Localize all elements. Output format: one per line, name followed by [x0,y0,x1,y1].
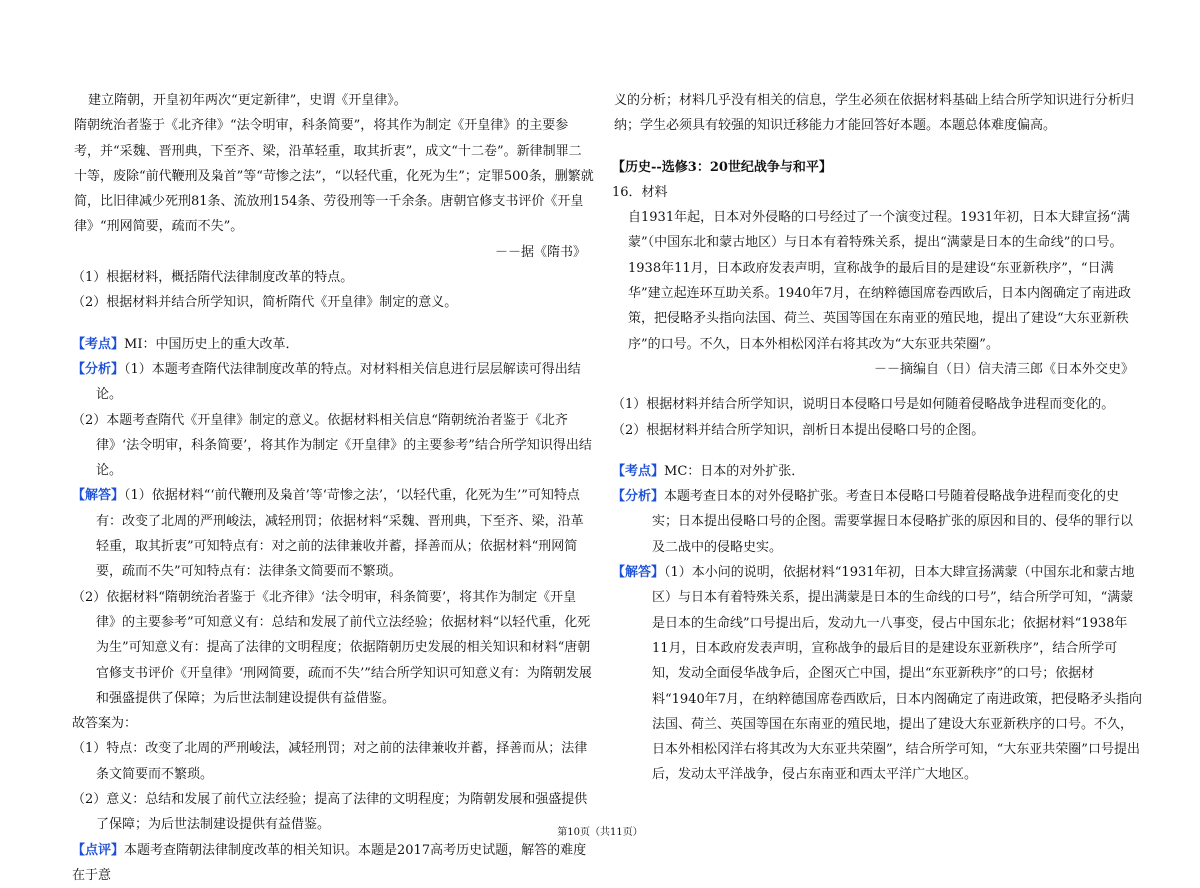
jieda-tag: 【解答】 [72,488,125,504]
material-intro-line: 建立隋朝，开皇初年两次“更定新律”，史谓《开皇律》。 [88,93,407,108]
material-paragraph: 隋朝统治者鉴于《北齐律》“法令明审，科条简要”，将其作为制定《开皇律》的主要参考，并“采魏、晋刑典，下至齐、梁，沿革轻重，取其折衷”，成文“十二卷”。新律制罪二十等，废除“前代鞭刑及枭首”等“苛惨之法”，“以轻代重，化死为生”；定罪500条，删繁就简，比旧律减少死刑81条、流放刑154条、劳役刑等一千余条。唐朝官修支书评价《开皇律》“刑网简要，疏而不失”。 [74,118,594,235]
jieda-row [72,483,594,584]
page-footer: 第10页（共11页） [557,827,643,838]
section-heading: 【历史--选修3：20世纪战争与和平】 [612,159,832,175]
kaodian-tag: 【考点】 [72,336,125,352]
jieda-text-2: （2）依据材料“隋朝统治者鉴于《北齐律》‘法令明审，科条简要’，将其作为制定《开皇律》的主要参考”可知意义有：总结和发展了前代立法经验；依据材料“以轻代重，化死为生”可知意义有：提高了法律的文明程度；依据隋朝历史发展的相关知识和材料“唐朝官修支书评价《开皇律》‘刑网简要，疏而不失’”结合所学知识可知意义有：为隋朝发展和强盛提供了保障；为后世法制建设提供有益借鉴。 [72,589,592,706]
answer-2: （2）意义：总结和发展了前代立法经验；提高了法律的文明程度；为隋朝发展和强盛提供了保障；为后世法制建设提供有益借鉴。 [72,792,588,833]
material-source-16: －－摘编自（日）信夫清三郎《日本外交史》 [873,361,1134,377]
fenxi-row [72,357,594,408]
kaodian-text: MI：中国历史上的重大改革． [124,336,299,352]
question-1: （1）根据材料，概括隋代法律制度改革的特点。 [72,270,354,286]
question-16-1: （1）根据材料并结合所学知识，说明日本侵略口号是如何随着侵略战争进程而变化的。 [612,397,1115,413]
left-column [72,88,594,888]
kaodian-text-16: MC：日本的对外扩张． [664,463,805,479]
fenxi-tag-16: 【分析】 [612,489,665,505]
kaodian-row-16 [612,459,1142,484]
kaodian-row [72,332,594,357]
fenxi-text-2: （2）本题考查隋代《开皇律》制定的意义。依据材料相关信息“隋朝统治者鉴于《北齐律》‘法令明审，科条简要’，将其作为制定《开皇律》的主要参考”结合所学知识得出结论。 [72,412,592,479]
fenxi-text-1: （1）本题考查隋代法律制度改革的特点。对材料相关信息进行层层解读可得出结论。 [96,361,581,403]
material-paragraph-16: 自1931年起，日本对外侵略的口号经过了一个演变过程。1931年初，日本大肆宣扬“满蒙”（中国东北和蒙古地区）与日本有着特殊关系，提出“满蒙是日本的生命线”的口号。1938年11月，日本政府发表声明，宣称战争的最后目的是建设“东亚新秩序”，“日满华”建立起连环互助关系。1940年7月，在纳粹德国席卷西欧后，日本内阁确定了南进政策，把侵略矛头指向法国、荷兰、英国等国在东南亚的殖民地，提出了建设“大东亚新秩序”的口号。不久，日本外相松冈洋右将其改为“大东亚共荣圈”。 [628,210,1132,352]
fenxi-tag: 【分析】 [72,361,125,377]
question-2: （2）根据材料并结合所学知识，简析隋代《开皇律》制定的意义。 [72,295,458,311]
answer-label: 故答案为： [72,716,138,732]
material-source: －－据《隋书》 [494,244,586,260]
jieda-text-16: （1）本小问的说明，依据材料“1931年初，日本大肆宣扬满蒙（中国东北和蒙古地区）与日本有着特殊关系，提出满蒙是日本的生命线的口号”，结合所学可知，“满蒙是日本的生命线”口号提出后，发动九一八事变，侵占中国东北；依据材料“1938年11月，日本政府发表声明，宣称战争的最后目的是建设东亚新秩序”，结合所学可知，发动全面侵华战争后，企图灭亡中国，提出“东亚新秩序”的口号；依据材料“1940年7月，在纳粹德国席卷西欧后，日本内阁确定了南进政策，把侵略矛头指向法国、荷兰、英国等国在东南亚的殖民地，提出了建设大东亚新秩序的口号。不久，日本外相松冈洋右将其改为大东亚共荣圈”，结合所学可知，“大东亚共荣圈”口号提出后，发动太平洋战争，侵占东南亚和西太平洋广大地区。 [652,565,1143,783]
kaodian-tag-16: 【考点】 [612,463,665,479]
dianping-continued: 义的分析；材料几乎没有相关的信息，学生必须在依据材料基础上结合所学知识进行分析归纳；学生必须具有较强的知识迁移能力才能回答好本题。本题总体难度偏高。 [614,93,1135,134]
answer-1: （1）特点：改变了北周的严刑峻法，减轻刑罚；对之前的法律兼收并蓄，择善而从；法律条文简要而不繁琐。 [72,741,588,782]
dianping-tag: 【点评】 [72,842,125,858]
jieda-text-1: （1）依据材料“‘前代鞭刑及枭首’等‘苛惨之法’，‘以轻代重，化死为生’”可知特点有：改变了北周的严刑峻法，减轻刑罚；依据材料“采魏、晋刑典，下至齐、梁，沿革轻重，取其折衷”可知特点有：对之前的法律兼收并蓄，择善而从；依据材料“刑网简要，疏而不失”可知特点有：法律条文简要而不繁琐。 [96,488,584,580]
question-16-label: 16．材料 [612,184,668,200]
dianping-row [72,838,594,888]
fenxi-row-16 [612,484,1142,560]
fenxi-text-16: 本题考查日本的对外侵略扩张。考查日本侵略口号随着侵略战争进程而变化的史实；日本提出侵略口号的企图。需要掌握日本侵略扩张的原因和目的、侵华的罪行以及二战中的侵略史实。 [652,489,1134,555]
jieda-row-16 [612,560,1142,788]
question-16-2: （2）根据材料并结合所学知识，剖析日本提出侵略口号的企图。 [612,422,985,438]
jieda-tag-16: 【解答】 [612,565,665,581]
right-column [612,88,1142,788]
dianping-text: 本题考查隋朝法律制度改革的相关知识。本题是2017高考历史试题，解答的难度在于意 [72,842,587,883]
